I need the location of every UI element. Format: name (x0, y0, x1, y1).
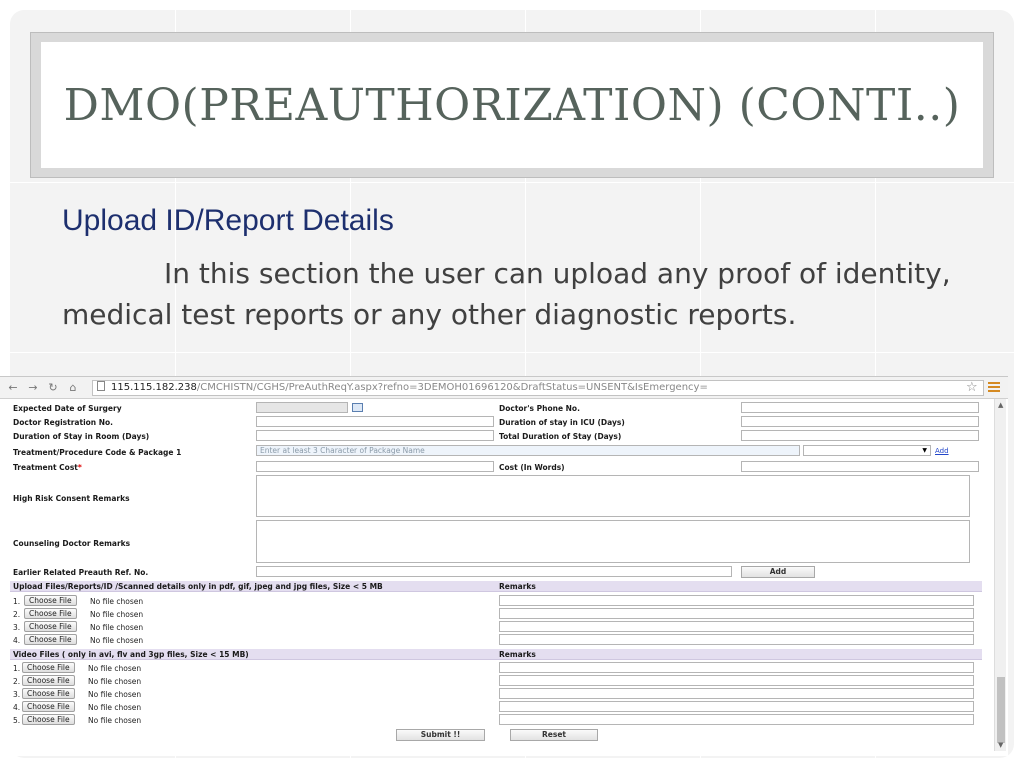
scrollbar[interactable] (994, 399, 1006, 751)
upload-remarks-input[interactable] (499, 608, 974, 619)
icu-stay-input[interactable] (741, 416, 979, 427)
expected-date-label: Expected Date of Surgery (13, 404, 122, 413)
icu-stay-label: Duration of stay in ICU (Days) (499, 418, 625, 427)
earlier-ref-input[interactable] (256, 566, 732, 577)
upload-header-band (10, 581, 982, 592)
video-header: Video Files ( only in avi, flv and 3gp files, Size < 15 MB) (13, 650, 249, 659)
choose-video-button[interactable]: Choose File (22, 701, 75, 712)
home-icon[interactable]: ⌂ (69, 381, 77, 394)
back-arrow-icon[interactable]: ← (8, 381, 18, 394)
package-placeholder: Enter at least 3 Character of Package Name (260, 446, 425, 455)
total-stay-input[interactable] (741, 430, 979, 441)
reset-button[interactable]: Reset (510, 729, 598, 741)
treatment-cost-label: Treatment Cost* (13, 463, 82, 472)
slide-body-text: In this section the user can upload any proof of identity, medical test reports or any other diagnostic reports. (62, 257, 951, 331)
add-package-link[interactable]: Add (935, 447, 949, 455)
upload-remarks-input[interactable] (499, 621, 974, 632)
no-file-text: No file chosen (88, 664, 142, 673)
upload-header: Upload Files/Reports/ID /Scanned details only in pdf, gif, jpeg and jpg files, Size < 5 MB (13, 582, 383, 591)
scrollbar-thumb[interactable] (997, 677, 1005, 743)
room-stay-label: Duration of Stay in Room (Days) (13, 432, 150, 441)
choose-file-button[interactable]: Choose File (24, 595, 77, 606)
upload-row-number: 3. (13, 623, 21, 632)
page-icon (97, 381, 105, 391)
preauth-form (0, 399, 994, 757)
reload-icon[interactable]: ↻ (48, 381, 58, 394)
menu-icon[interactable] (988, 382, 1000, 393)
browser-toolbar (0, 377, 1008, 399)
no-file-text: No file chosen (90, 636, 144, 645)
url-host: 115.115.182.238 (111, 382, 197, 393)
upload-row-number: 1. (13, 597, 21, 606)
cost-words-input[interactable] (741, 461, 979, 472)
expected-date-input[interactable] (256, 402, 348, 413)
high-risk-textarea[interactable] (256, 475, 970, 517)
choose-video-button[interactable]: Choose File (22, 662, 75, 673)
treatment-code-label: Treatment/Procedure Code & Package 1 (13, 448, 182, 457)
video-remarks-input[interactable] (499, 662, 974, 673)
no-file-text: No file chosen (88, 703, 142, 712)
no-file-text: No file chosen (90, 610, 144, 619)
choose-video-button[interactable]: Choose File (22, 714, 75, 725)
upload-remarks-input[interactable] (499, 634, 974, 645)
treatment-cost-input[interactable] (256, 461, 494, 472)
video-header-band (10, 649, 982, 660)
room-stay-input[interactable] (256, 430, 494, 441)
video-remarks-input[interactable] (499, 701, 974, 712)
video-row-number: 2. (13, 677, 21, 686)
video-remarks-input[interactable] (499, 688, 974, 699)
doctor-phone-label: Doctor's Phone No. (499, 404, 580, 413)
upload-remarks-header: Remarks (499, 582, 536, 591)
doctor-reg-label: Doctor Registration No. (13, 418, 114, 427)
calendar-icon[interactable] (352, 403, 363, 412)
address-bar[interactable] (92, 380, 984, 396)
no-file-text: No file chosen (90, 623, 144, 632)
title-frame (30, 32, 994, 178)
slide-title: DMO(PREAUTHORIZATION) (CONTI..) (63, 79, 961, 131)
scroll-up-icon[interactable]: ▲ (998, 401, 1004, 409)
video-row-number: 3. (13, 690, 21, 699)
url-path: /CMCHISTN/CGHS/PreAuthReqY.aspx?refno=3DEMOH01696120&DraftStatus=UNSENT&IsEmergency= (196, 382, 708, 393)
cost-words-label: Cost (In Words) (499, 463, 565, 472)
video-row-number: 1. (13, 664, 21, 673)
choose-video-button[interactable]: Choose File (22, 675, 75, 686)
choose-file-button[interactable]: Choose File (24, 621, 77, 632)
no-file-text: No file chosen (88, 690, 142, 699)
title-box (41, 42, 983, 168)
total-stay-label: Total Duration of Stay (Days) (499, 432, 622, 441)
forward-arrow-icon[interactable]: → (28, 381, 38, 394)
choose-video-button[interactable]: Choose File (22, 688, 75, 699)
video-row-number: 5. (13, 716, 21, 725)
counseling-textarea[interactable] (256, 520, 970, 563)
star-icon[interactable]: ☆ (966, 380, 978, 395)
choose-file-button[interactable]: Choose File (24, 608, 77, 619)
package-select[interactable]: ▼ (803, 445, 931, 456)
upload-row-number: 4. (13, 636, 21, 645)
video-remarks-header: Remarks (499, 650, 536, 659)
add-ref-button[interactable]: Add (741, 566, 815, 578)
video-remarks-input[interactable] (499, 714, 974, 725)
doctor-reg-input[interactable] (256, 416, 494, 427)
no-file-text: No file chosen (90, 597, 144, 606)
upload-remarks-input[interactable] (499, 595, 974, 606)
earlier-ref-label: Earlier Related Preauth Ref. No. (13, 568, 149, 577)
video-row-number: 4. (13, 703, 21, 712)
package-search-input[interactable] (256, 445, 800, 456)
video-remarks-input[interactable] (499, 675, 974, 686)
no-file-text: No file chosen (88, 716, 142, 725)
no-file-text: No file chosen (88, 677, 142, 686)
upload-row-number: 2. (13, 610, 21, 619)
submit-button[interactable]: Submit !! (396, 729, 485, 741)
slide-subtitle: Upload ID/Report Details (62, 204, 394, 237)
counseling-label: Counseling Doctor Remarks (13, 539, 131, 548)
choose-file-button[interactable]: Choose File (24, 634, 77, 645)
doctor-phone-input[interactable] (741, 402, 979, 413)
browser-window (0, 376, 1008, 756)
high-risk-label: High Risk Consent Remarks (13, 494, 130, 503)
scroll-down-icon[interactable]: ▼ (998, 741, 1004, 749)
